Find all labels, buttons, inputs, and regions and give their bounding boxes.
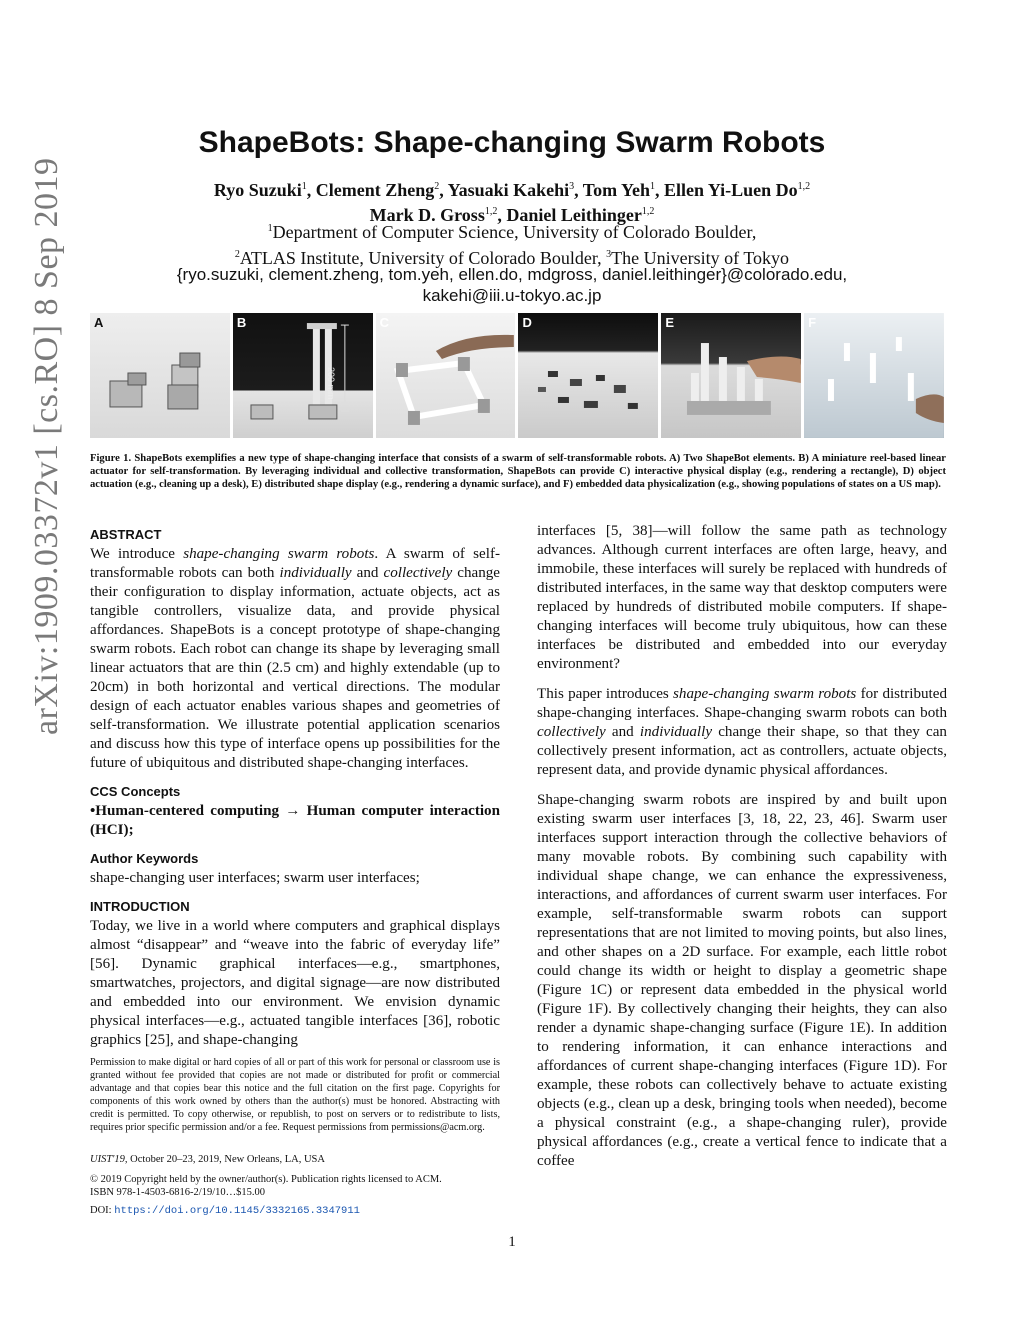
venue-line: UIST'19, October 20–23, 2019, New Orleans, LA, USA xyxy=(90,1154,325,1165)
figure-panel-f xyxy=(804,313,944,438)
abstract-paragraph: We introduce shape-changing swarm robots. A swarm of self-transformable robots can both individually and collectively change their configuration to display information, actuate objects, act as tangible controllers, visualize data, and provide physical affordances. ShapeBots is a concept prototype of shape-changing swarm robots. Each robot can change its shape by leveraging small linear actuators that are thin (2.5 cm) and highly extendable (up to 20cm) in both horizontal and vertical directions. The modular design of each actuator enables various shapes and geometries of self-transformation. We illustrate potential application scenarios and discuss how this type of interface opens up possibilities for the future of ubiquitous and distributed shape-changing interfaces. xyxy=(90,546,500,771)
introduction-paragraph: Today, we live in a world where computers and graphical displays almost “disappear” and “weave into the fabric of everyday life” [56]. Dynamic graphical interfaces—e.g., smartphones, smartwatches, projectors, and digital signage—are now distributed and embedded into our environment. We envision dynamic physical interfaces—e.g., actuated tangible interfaces [36], robotic graphics [25], and shape-changing xyxy=(90,918,500,1048)
author-name: Mark D. Gross xyxy=(369,205,485,225)
panel-label: D xyxy=(522,315,532,330)
isbn-line: ISBN 978-1-4503-6816-2/19/10…$15.00 xyxy=(90,1187,265,1198)
arxiv-identifier: arXiv:1909.03372v1 [cs.RO] 8 Sep 2019 xyxy=(28,157,65,735)
figure-panel-e xyxy=(661,313,801,438)
shape-display-photo-icon xyxy=(661,313,801,438)
panel-label: B xyxy=(236,315,247,330)
affiliation-2: $^2$ATLAS Institute, University of Colorado Boulder, $^3$The University of Tokyo xyxy=(234,247,790,268)
robots-photo-icon xyxy=(90,313,230,438)
figure-panel-b xyxy=(233,313,373,438)
introduction-heading: INTRODUCTION xyxy=(90,899,190,914)
panel-label: F xyxy=(808,315,817,330)
email-line-2: kakehi@iii.u-tokyo.ac.jp xyxy=(422,286,602,305)
abstract-heading: ABSTRACT xyxy=(90,527,162,542)
body-paragraph: This paper introduces shape-changing swarm robots for distributed shape-changing interfaces. Shape-changing swarm robots can both collectively and individually change their shape, so that they can collectively present information, act as controllers, actuate objects, represent data, and provide dynamic physical affordances. xyxy=(537,686,948,778)
panel-label: C xyxy=(379,315,390,330)
actuator-photo-icon xyxy=(233,313,373,438)
author-emails xyxy=(0,264,1024,306)
body-paragraph: Shape-changing swarm robots are inspired by and built upon existing swarm user interfaces [3, 18, 22, 23, 46]. Swarm user interfaces support interaction through the collective behaviors of many movable robots. By combining such capability with individual shape change, we can enhance the expressiveness, interactions, and affordances of current swarm user interfaces. For example, self-transformable swarm robots can support representations that are not limited to moving points, but also lines, and other shapes on a 2D surface. For example, each little robot could change its width or height to display a geometric shape (Figure 1C) or represent data embedded in the physical world (Figure 1F). By collectively changing their heights, they can also render a dynamic shape-changing surface (Figure 1E). In addition to rendering information, it can enhance interactions and affordances of current shape-changing interfaces (Figure 1D). For example, these robots can collectively behave to actuate existing objects (e.g., clean up a desk, bringing tools when needed), become a physical constraint (e.g., a shape-changing ruler), provide physical affordances (e.g., create a vertical fence to indicate that a coffee xyxy=(537,792,947,1169)
authors-line-1 xyxy=(0,176,1024,201)
panel-label: E xyxy=(665,315,674,330)
body-paragraph: interfaces [5, 38]—will follow the same path as technology advances. Although current interfaces are often large, heavy, and immobile, these interfaces will surely be replaced with hundreds of distributed interfaces, in the same way that desktop computers were replaced by hundreds of distributed mobile computers. If shape-changing interfaces will become truly ubiquitous, how can these interfaces be distributed and embedded into our everyday environment? xyxy=(537,523,947,672)
ccs-text: •Human-centered computing → Human computer interaction (HCI); xyxy=(90,803,500,838)
keywords-text: shape-changing user interfaces; swarm user interfaces; xyxy=(90,870,420,886)
left-column xyxy=(90,527,500,1061)
ccs-heading: CCS Concepts xyxy=(90,784,181,799)
author-affil-mark: 1,2 xyxy=(484,206,498,217)
figure-1 xyxy=(90,313,944,438)
email-line-1: {ryo.suzuki, clement.zheng, tom.yeh, ellen.do, mdgross, daniel.leithinger}@colorado.edu, xyxy=(176,265,848,284)
author-name: , Ellen Yi-Luen Do xyxy=(654,180,798,200)
author-affil-mark: 1,2 xyxy=(641,206,655,217)
author-name: , Clement Zheng xyxy=(306,180,435,200)
figure-panel-a xyxy=(90,313,230,438)
doi-line: DOI: https://doi.org/10.1145/3332165.3347911 xyxy=(90,1205,360,1217)
object-actuation-photo-icon xyxy=(518,313,658,438)
doi-link[interactable]: https://doi.org/10.1145/3332165.3347911 xyxy=(114,1205,360,1217)
author-affil-mark: 1 xyxy=(649,181,655,192)
data-physicalization-photo-icon xyxy=(804,313,944,438)
figure-panel-d xyxy=(518,313,658,438)
rectangle-display-photo-icon xyxy=(376,313,516,438)
author-name: , Yasuaki Kakehi xyxy=(439,180,570,200)
author-affil-mark: 2 xyxy=(434,181,440,192)
permission-notice xyxy=(90,1056,500,1134)
panel-label: A xyxy=(94,315,104,330)
page-number: 1 xyxy=(508,1234,516,1250)
keywords-heading: Author Keywords xyxy=(90,851,199,866)
figure-caption: Figure 1. ShapeBots exemplifies a new type of shape-changing interface that consists of a swarm of self-transformable robots. A) Two ShapeBot elements. B) A miniature reel-based linear actuator for self-transformation. By leveraging individual and collective transformation, ShapeBots can provide C) interactive physical display (e.g., rendering a rectangle), D) object actuation (e.g., cleaning up a desk), E) distributed shape display (e.g., rendering a dynamic surface), and F) embedded data physicalization (e.g., showing populations of states on a US map). xyxy=(90,453,946,490)
author-affil-mark: 1,2 xyxy=(797,181,811,192)
author-name: Ryo Suzuki xyxy=(213,180,302,200)
author-name: , Daniel Leithinger xyxy=(497,205,642,225)
permission-text: Permission to make digital or hard copies of all or part of this work for personal or classroom use is granted without fee provided that copies are not made or distributed for profit or commercial advantage and that copies bear this notice and the full citation on the first page. Copyrights for components of this work owned by others than the author(s) must be honored. Abstracting with credit is permitted. To copy otherwise, or republish, to post on servers or to redistribute to lists, requires prior specific permission and/or a fee. Request permissions from permissions@acm.org. xyxy=(90,1057,500,1133)
author-name: , Tom Yeh xyxy=(574,180,650,200)
paper-title: ShapeBots: Shape-changing Swarm Robots xyxy=(198,126,826,159)
figure-panel-c xyxy=(376,313,516,438)
affiliations xyxy=(0,218,1024,269)
copyright-line: © 2019 Copyright held by the owner/author(s). Publication rights licensed to ACM. xyxy=(90,1174,442,1185)
affiliation-1: $^1$Department of Computer Science, University of Colorado Boulder, xyxy=(267,222,757,242)
author-affil-mark: 1 xyxy=(301,181,307,192)
author-affil-mark: 3 xyxy=(569,181,575,192)
right-column xyxy=(537,522,947,1182)
scale-label: 200 mm xyxy=(325,367,336,400)
